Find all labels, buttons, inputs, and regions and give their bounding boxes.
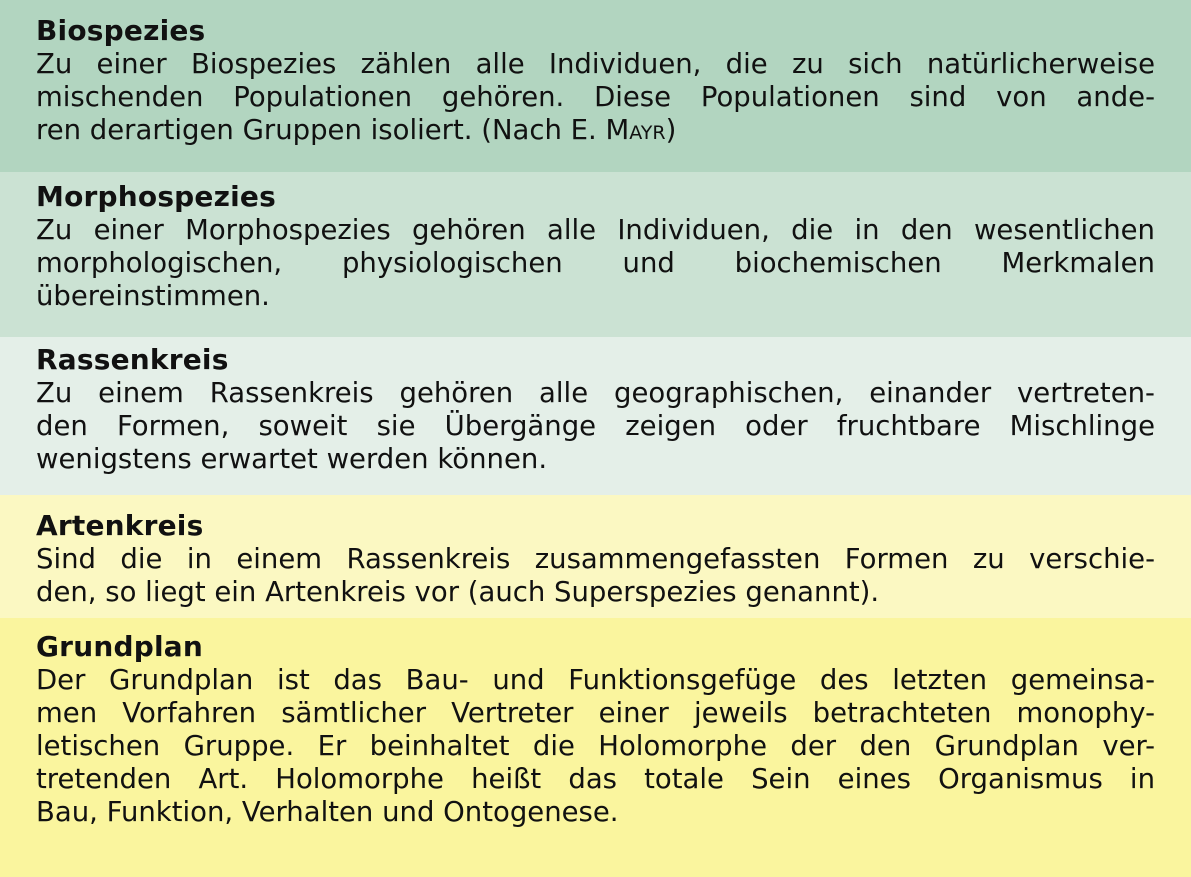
definition-line: Zu einem Rassenkreis gehören alle geographischen, einander vertreten- (36, 377, 1155, 409)
definition-line: Zu einer Morphospezies gehören alle Individuen, die in den wesentlichen (36, 214, 1155, 246)
biospezies-panel (0, 0, 1191, 172)
citation-prefix: (Nach E. (481, 114, 606, 146)
definition-line: wenigstens erwartet werden können. (36, 443, 548, 475)
definition-line: den Formen, soweit sie Übergänge zeigen oder fruchtbare Mischlinge (36, 410, 1155, 442)
definition-line: tretenden Art. Holomorphe heißt das totale Sein eines Organismus in (36, 763, 1155, 795)
definition-line-with-citation (36, 114, 1155, 147)
section-title: Grundplan (36, 630, 203, 663)
morphospezies-panel (0, 172, 1191, 337)
definition-text: ren derartigen Gruppen isoliert. (36, 114, 473, 146)
rassenkreis-panel (0, 337, 1191, 495)
citation-author: Mayr (605, 114, 666, 146)
definition-line: übereinstimmen. (36, 280, 270, 312)
section-title: Rassenkreis (36, 343, 229, 376)
definition-line: Zu einer Biospezies zählen alle Individuen, die zu sich natürlicherweise (36, 48, 1155, 80)
definition-line: Bau, Funktion, Verhalten und Ontogenese. (36, 796, 619, 828)
section-title: Artenkreis (36, 509, 204, 542)
definition-line: morphologischen, physiologischen und biochemischen Merkmalen (36, 247, 1155, 279)
section-title: Morphospezies (36, 180, 276, 213)
definition-line: mischenden Populationen gehören. Diese Populationen sind von ande- (36, 81, 1155, 113)
citation-suffix: ) (665, 114, 677, 146)
definition-line: men Vorfahren sämtlicher Vertreter einer jeweils betrachteten monophy- (36, 697, 1155, 729)
artenkreis-panel (0, 495, 1191, 618)
definition-line: Sind die in einem Rassenkreis zusammengefassten Formen zu verschie- (36, 543, 1155, 575)
definition-line: Der Grundplan ist das Bau- und Funktionsgefüge des letzten gemeinsa- (36, 664, 1155, 696)
section-title: Biospezies (36, 14, 206, 47)
definition-line: letischen Gruppe. Er beinhaltet die Holomorphe der den Grundplan ver- (36, 730, 1155, 762)
grundplan-panel (0, 618, 1191, 877)
definition-line: den, so liegt ein Artenkreis vor (auch Superspezies genannt). (36, 576, 880, 608)
